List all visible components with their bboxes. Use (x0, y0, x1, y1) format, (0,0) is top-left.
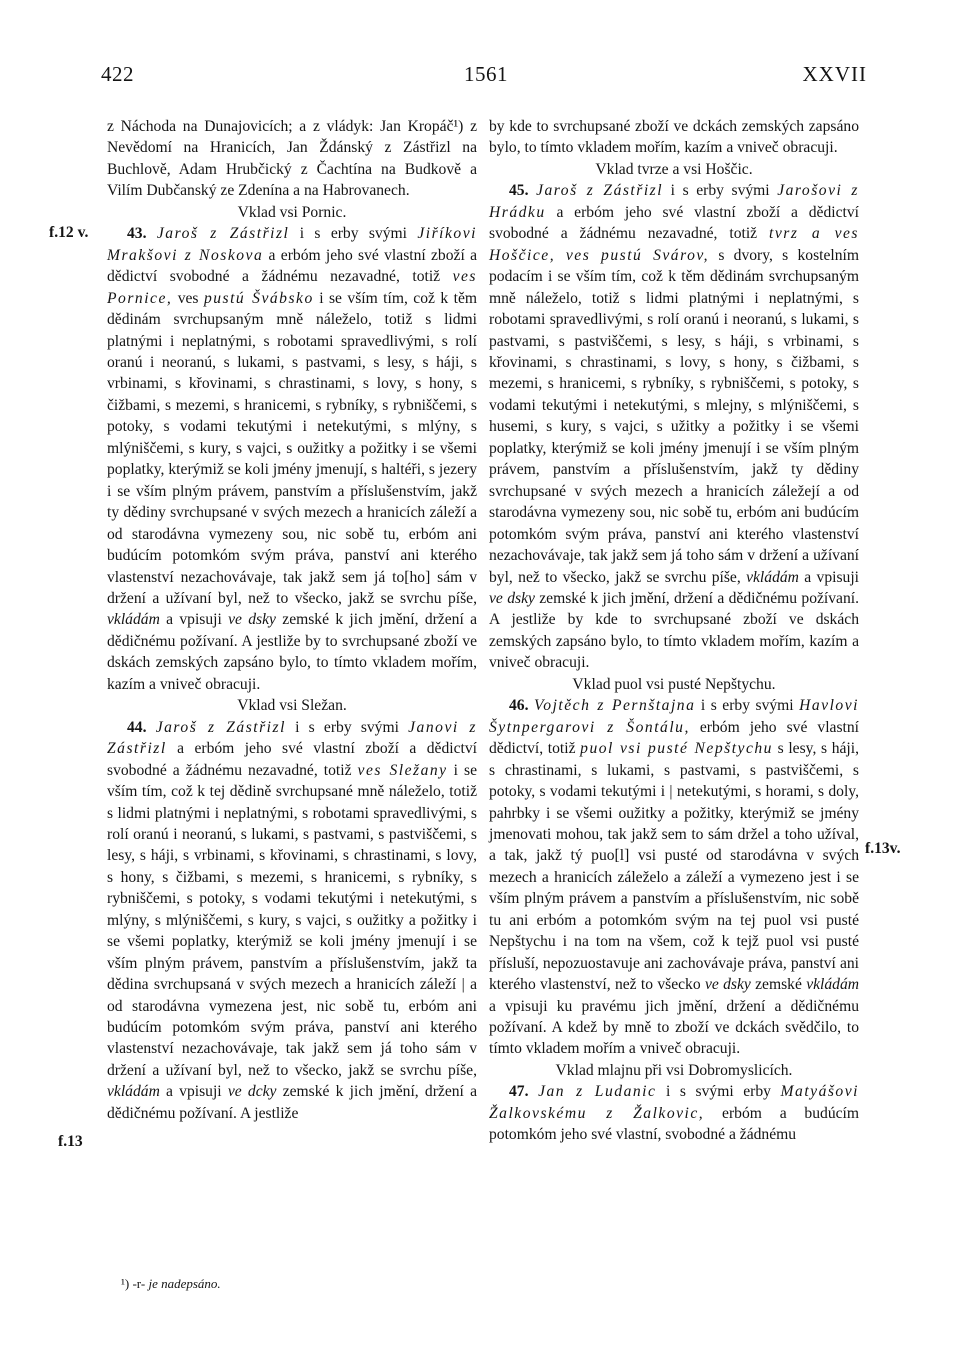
text: a erbóm jeho své vlastní zboží a dědictví svobodné a žádnému nezavadné, totiž (107, 740, 477, 779)
term-italic: vkládám (746, 568, 799, 586)
folio-note-f13v: f.13v. (865, 840, 901, 857)
footnote (121, 1276, 221, 1292)
name-italic: Jaroš z Zástřizl (155, 718, 286, 736)
text: ves (172, 289, 204, 307)
entry-45 (489, 180, 859, 673)
entry-number: 44. (127, 718, 147, 736)
entry-43 (107, 223, 477, 695)
text: a erbóm jeho své vlastní zboží a dědictví svobodné a žádnému nezavadné, totiž (107, 246, 478, 286)
name-italic: Jaroš z Zástřizl (536, 182, 664, 200)
entry-44 (107, 717, 477, 1125)
text: zemské k jich jmění, držení a dědičnému požívaní. A jestliže by kde to svrchupsané zboží ve dskách zemských zapsáno bylo, to tímto vkladem mořím, kazím a vnivеč obracuji. (489, 589, 859, 672)
folio-note-f12v: f.12 v. (49, 224, 89, 241)
name-italic: Jan z Ludanic (538, 1083, 657, 1101)
entry-46 (489, 695, 859, 1060)
term-italic: vkládám (107, 611, 160, 629)
entry-47 (489, 1081, 859, 1145)
text: a vpisuji (798, 568, 859, 586)
text: erbóm jeho své vlastní dědictví, totiž (489, 718, 859, 758)
text: zemské (750, 976, 807, 994)
heading-pornic: Vklad vsi Pornic. (237, 203, 347, 221)
footnote-text: je nadepsáno. (145, 1276, 221, 1291)
text: i s erby svými (289, 225, 418, 243)
name-italic: Jiříkovi Mrakšovi z Noskova (107, 225, 477, 264)
text: i s svými erby (656, 1083, 781, 1101)
name-italic: Janovi z Zástřizl (107, 718, 477, 758)
entry-number: 47. (509, 1083, 529, 1101)
place-italic: pustú Švábsko (203, 289, 314, 307)
text: zemské k jich jmění, držení a dědičnému požívaní. A jestliže by to svrchupsané zboží ve dskách zemských zapsáno bylo, to tímto vkladem mořím, kazím a vnivеč obracuji. (107, 611, 478, 693)
name-italic: Vojtěch z Pernštajna (534, 697, 696, 715)
term-italic: vkládám (806, 976, 860, 994)
text: s lesy, s háji, s chrastinami, s lukami, s pastvami, s pastviščemi, s potoky, s vodami tekutými i | netekutými, s horami, s doly, pahrbky i se všemi oužitky a požitky, kterýmiž se jmény jmenovati mohou, tak jakž sem to sám držel a toho užíval, a tak, jakž tý puo[l] vsi pusté od starodávna v svých mezech a hranicích záleželo a záleží a vymezeno jest i se vším plným právem a panstvím a příslušenstvím, nic sobě tu ani erbóm a potomkóm svým na tej puol vsi pusté Nepštychu i na tom na všem, což k tejž puol vsi pusté přísluší, nepozuostavuje ani zachovávaje práva, panství ani kterého vlastenství, než to všecko (489, 740, 859, 994)
year-heading: 1561 (464, 62, 508, 86)
term-italic: ve dsky (228, 611, 276, 629)
heading-nepstych: Vklad puol vsi pusté Nepštychu. (572, 675, 776, 693)
text: s dvory, s kostelním podacím i se vším tím, což k těm dědinám svrchupsaným mně náleželo, totiž s lidmi platnými i neplatnými, s robotami spravedlivými, s rolí oranú i neoranú, s lukami, s pastvami, s pastviščemi, s lesy, s háji, s vrbinami, s křovinami, s chrastinami, s lovy, s hony, s čižbami, s mezemi, s hranicemi, s rybníky, s rybniščemi, s potoky, s vodami tekutými i netekutými, s mlejny, s mlýniščemi, s husemi, s kury, s vajci, s užitky a požitky i se všemi poplatky, kterýmiž se koli jmény jmenují i se vším plným právem, panstvím a příslušenstvím, jakž ty dědiny svrchupsané v svých mezech a hranicích záležejí a od starodávna vymezeny sou, nic sobě tu, erbóm ani budúcím potomkóm svým práva, panství ani kterého vlastenství nezachovávaje, tak jakž sem já toho sám v držení a užívaní byl, než to všecko, jakž se svrchu píše, (489, 246, 859, 586)
section-number: XXVII (802, 62, 867, 86)
name-italic: Havlovi Šytnpergarovi z Šontálu, (489, 697, 859, 736)
text: zemské k jich jmění, držení a dědičnému požívaní. A jestliže (107, 1083, 478, 1122)
text: a erbóm jeho své vlastní zboží a dědictví svobodné a žádnému nezavadné, totiž (489, 203, 859, 243)
name-italic: Matyášovi Žalkovskému z Žalkovic, (489, 1083, 859, 1122)
continued-paragraph: by kde to svrchupsané zboží ve dckách zemských zapsáno bylo, to tímto vkladem mořím, kazím a vnivеč obracuji. (489, 118, 859, 157)
term-italic: vkládám (107, 1083, 160, 1101)
place-italic: puol vsi pusté Nepštychu (580, 740, 773, 758)
place-italic: ves Sležany (357, 761, 448, 779)
text: erbóm a budúcím potomkóm jeho své vlastní, svobodné a žádnému (489, 1104, 859, 1144)
folio-note-f13: f.13 (58, 1133, 83, 1150)
text: a vpisuji (159, 1083, 228, 1101)
page-header (0, 62, 960, 94)
right-column (489, 116, 859, 1146)
heading-dobromysl: Vklad mlajnu při vsi Dobromyslicích. (555, 1061, 793, 1079)
text: a vpisuji (159, 611, 229, 629)
text: i s erby svými (695, 697, 800, 715)
term-italic: ve dsky (704, 976, 751, 994)
name-italic: Jarošovi z Hrádku (489, 182, 859, 221)
text: i s erby svými (663, 182, 778, 200)
intro-paragraph: z Náchoda na Dunajovicích; a z vládyk: Jan Kropáč¹) z Nevědomí na Hranicích, Jan Ždánský z Zástřizl na Buchlově, Adam Hrubčický z Čachtína na Budkově a Vilím Dubčanský ze Zdenína a na Habrovanech. (107, 118, 477, 200)
text: a vpisuji ku pravému jich jmění, držení a dědičnému požívaní. A kdež by mně to zboží ve dckách svědčilo, to tímto vkladem mořím a vnivеč obracuji. (489, 997, 859, 1058)
entry-number: 45. (509, 182, 529, 200)
left-column (107, 116, 477, 1124)
entry-number: 46. (509, 697, 529, 715)
term-italic: ve dcky (227, 1083, 277, 1101)
term-italic: ve dsky (489, 589, 535, 607)
text: i se vším tím, což k těm dědinám svrchupsaným mně náleželo, totiž s lidmi platnými i neplatnými, s robotami spravedlivými, s rolí oranú i neoranú, s lukami, s pastvami, s lesy, s háji, s vrbinami, s křovinami, s chrastinami, s lovy, s hony, s čižbami, s mezemi, s hranicemi, s rybníky, s rybniščemi, s potoky, s vodami tekutými i netekutými, s mlýny, s mlýniščemi, s kury, s vajci, s oužitky a požitky i se všemi poplatky, kterýmiž se koli jmény jmenují, s haltéři, s jezery i se vším plným právem, panstvím a příslušenstvím, jakž ty dědiny svrchupsané v svých mezech a hranicích záleží a od starodávna vymezeny sou, nic sobě tu, erbóm ani budúcím potomkóm svým práva, panství ani kterého vlastenství nezachovávaje, tak jakž sem já to[ho] sám v držení a užívaní byl, než to všecko, jakž se svrchu píše, (107, 289, 477, 607)
heading-hoscic: Vklad tvrze a vsi Hoščic. (595, 160, 753, 178)
page-number: 422 (101, 62, 134, 86)
text: i se vším tím, což k tej dědině svrchupsané mně náleželo, totiž s lidmi platnými i neplatnými, s robotami spravedlivými, s rolí oranú i neoranú, s lukami, s pastvami, s pastviščemi, s lesy, s háji, s vrbinami, s křovinami, s chrastinami, s lovy, s hony, s čižbami, s mezemi, s hranicemi, s rybníky, s rybniščemi, s potoky, s vodami tekutými i netekutými, s mlýny, s mlýniščemi, s kury, s vajci, s oužitky a požitky i se všemi poplatky, kterýmiž se koli jmény jmenují i se vším plným právem, panstvím a příslušenstvím, jakž ta dědina svrchupsaná v svých mezech a hranicích záleží | a od starodávna vymezena jest, nic sobě tu, erbóm ani budúcím potomkóm svým práva, panství ani kterého vlastenství nezachovávaje, tak jakž sem já toho sám v držení a užívaní byl, než to všecko, jakž se svrchu píše, (107, 761, 477, 1079)
place-italic: tvrz a ves Hoščice, ves pustú Svárov, (489, 225, 859, 264)
footnote-mark: ¹) -r- (121, 1276, 146, 1291)
name-italic: Jaroš z Zástřizl (156, 225, 290, 243)
entry-number: 43. (127, 225, 147, 243)
place-italic: ves Pornice, (107, 268, 477, 307)
text: i s erby svými (285, 718, 409, 736)
heading-slezan: Vklad vsi Sležan. (237, 697, 347, 715)
